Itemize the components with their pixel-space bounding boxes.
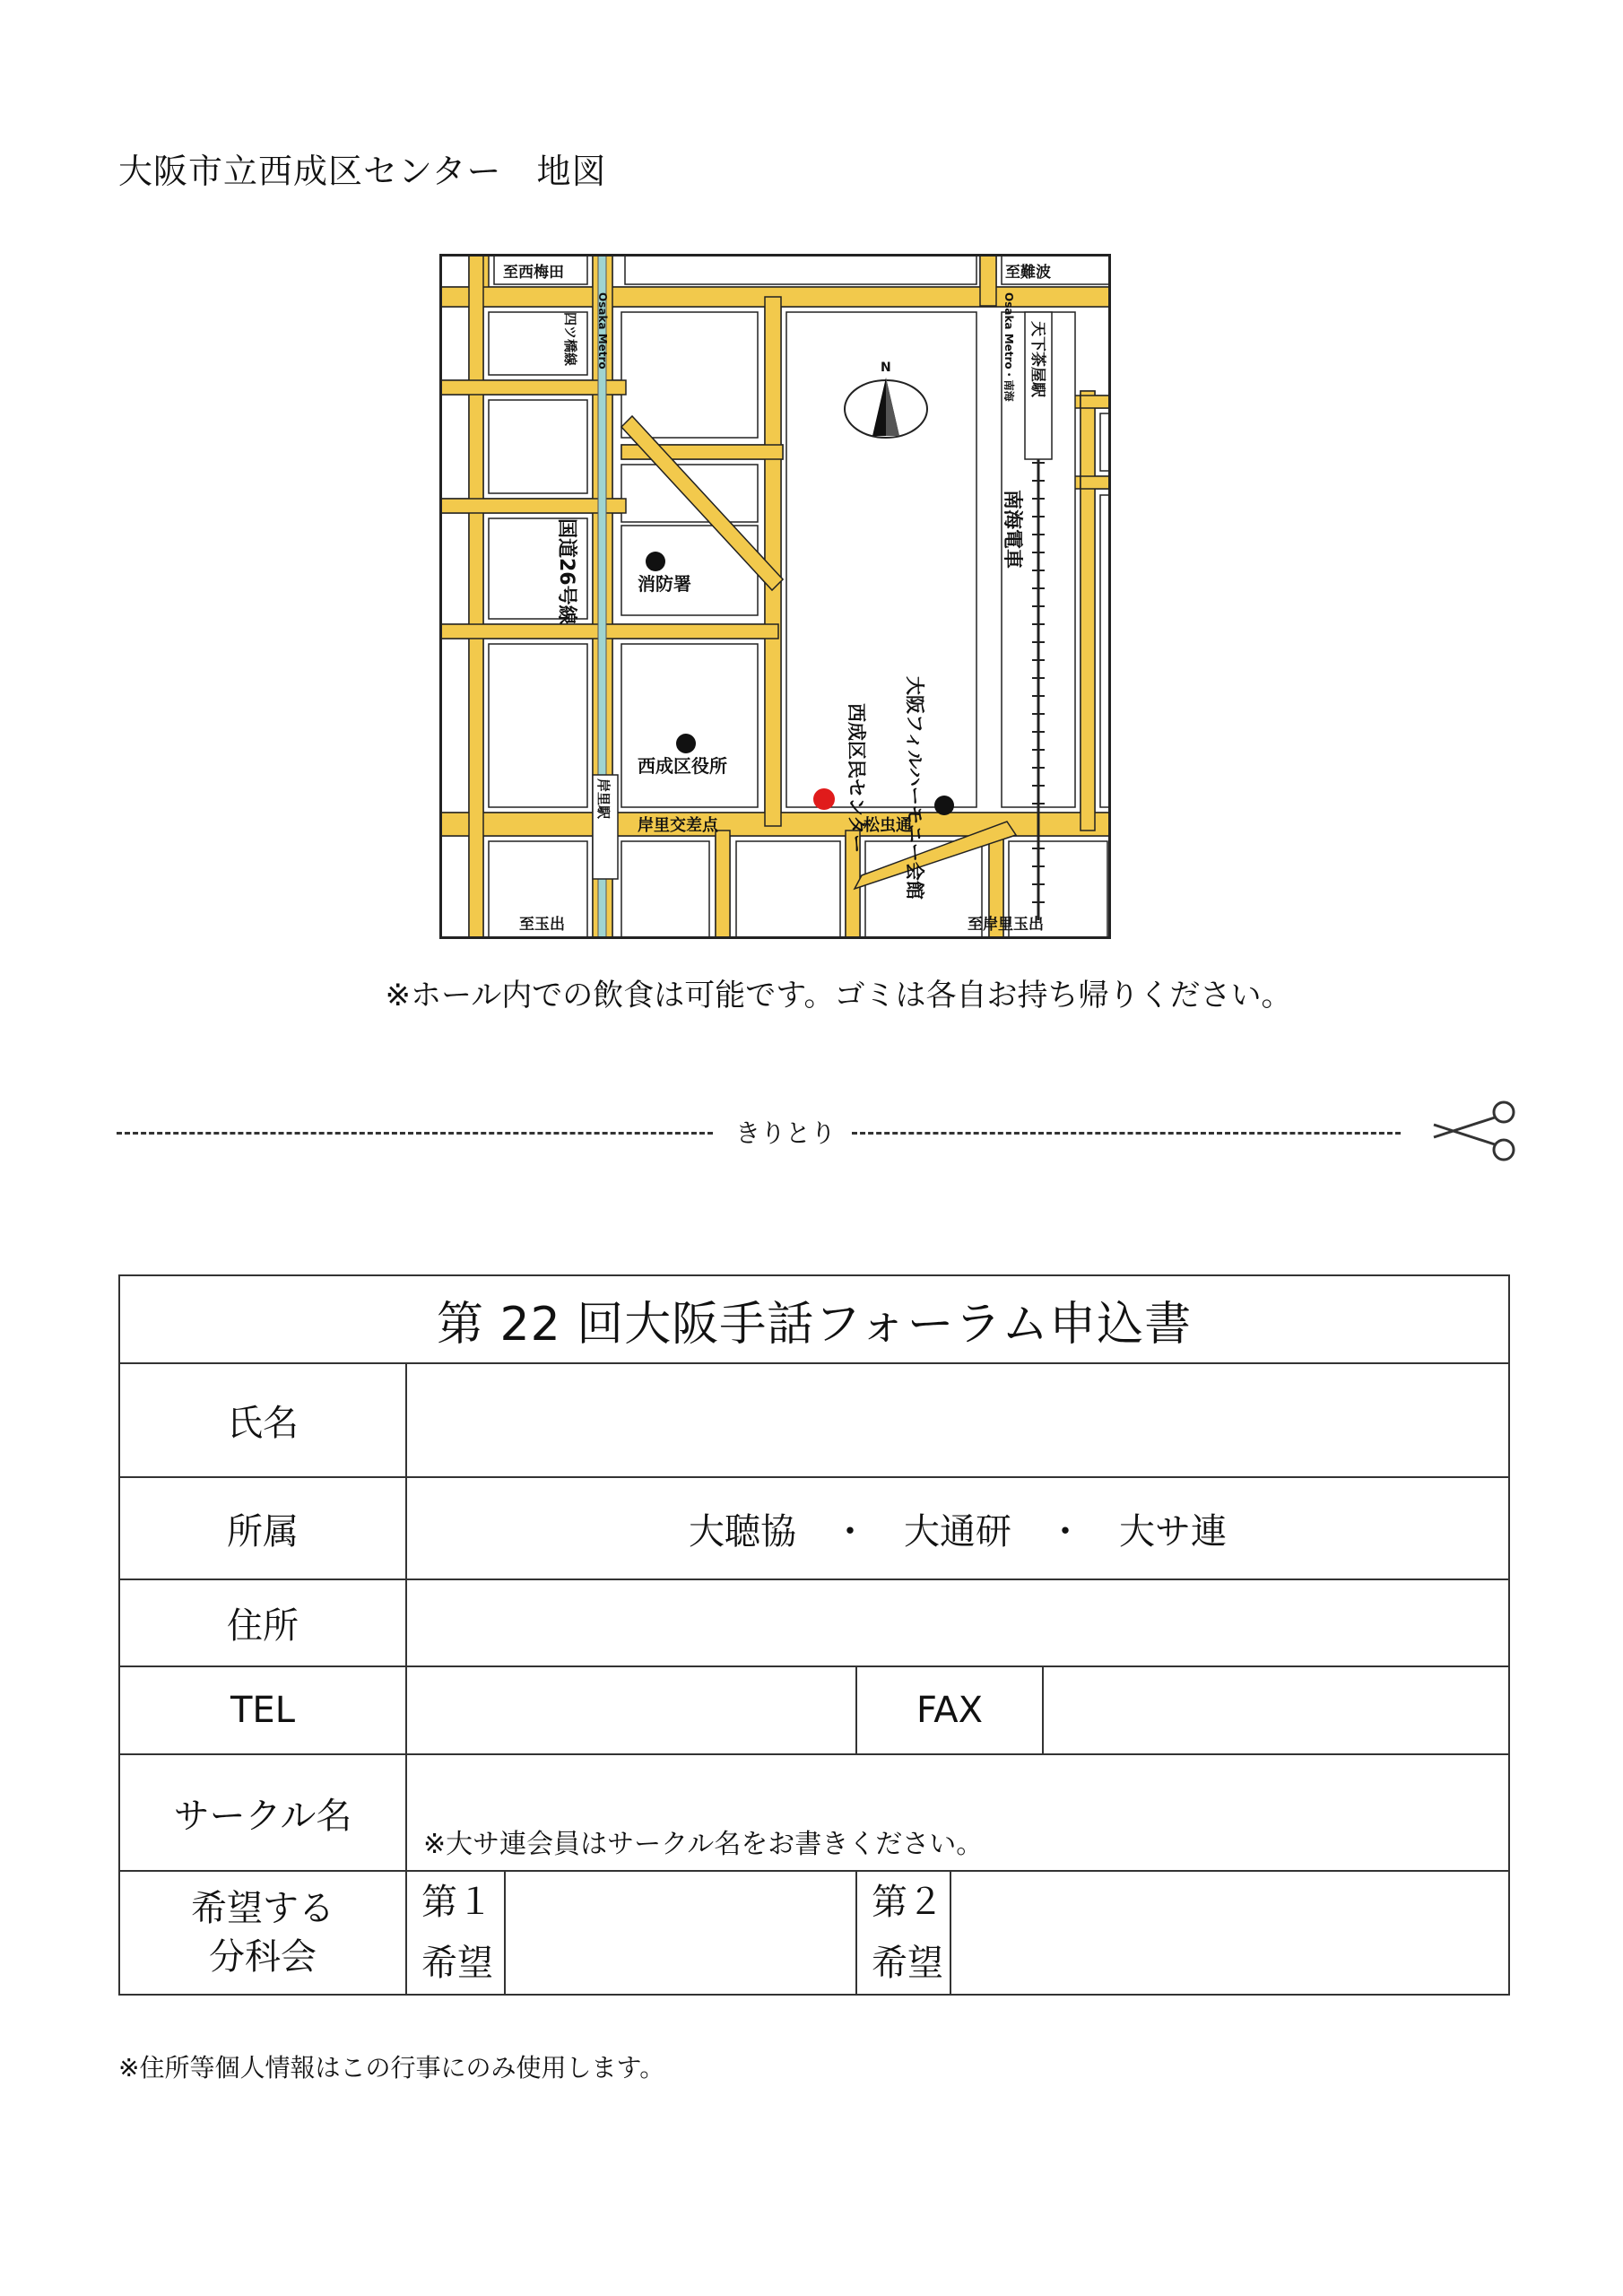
tel-label: TEL — [119, 1666, 406, 1754]
address-label: 住所 — [119, 1579, 406, 1666]
metro-line-right-label: Osaka Metro・南海 — [1002, 292, 1015, 402]
phil-hall-label: 大阪フィルハーモニー会館 — [904, 676, 925, 900]
phil-hall-marker — [934, 796, 954, 815]
form-title: 第 22 回大阪手話フォーラム申込書 — [119, 1275, 1509, 1363]
second-choice-label — [856, 1871, 950, 1995]
first-choice-label-line-1: 第１ — [421, 1882, 493, 1923]
cut-line-left — [117, 1132, 713, 1135]
first-choice-label — [406, 1871, 505, 1995]
cut-label: きりとり — [735, 1118, 837, 1148]
tel-field[interactable] — [406, 1666, 856, 1754]
ward-office-marker — [676, 734, 696, 753]
national-route-label: 国道26号線 — [555, 518, 577, 625]
fax-label: FAX — [856, 1666, 1043, 1754]
map-note: ※ホール内での飲食は可能です。ゴミは各自お持ち帰りください。 — [385, 978, 1292, 1013]
cut-line-right — [852, 1132, 1401, 1135]
matsumushi-street-label: 松虫通 — [864, 816, 912, 835]
session-label-line-1: 希望する — [191, 1888, 334, 1929]
yotsubashi-line-label: 四ツ橋線 — [562, 312, 578, 367]
kishinosato-intersection-label: 岸里交差点 — [638, 816, 718, 835]
center-marker — [813, 788, 835, 810]
second-choice-label-line-1: 第２ — [872, 1882, 943, 1923]
fire-station-marker — [646, 552, 665, 571]
affiliation-options[interactable]: 大聴協 ・ 大通研 ・ 大サ連 — [406, 1477, 1509, 1579]
cut-line — [117, 1109, 1520, 1153]
access-map — [439, 254, 1111, 939]
ward-office-label: 西成区役所 — [638, 755, 727, 777]
privacy-note: ※住所等個人情報はこの行事にのみ使用します。 — [118, 2053, 665, 2083]
tengachaya-station-label: 天下茶屋駅 — [1028, 321, 1046, 397]
first-choice-label-line-2: 希望 — [421, 1943, 493, 1984]
nankai-railway-label: 南海電車 — [1001, 490, 1023, 570]
to-nishi-umeda-label: 至西梅田 — [503, 264, 564, 282]
circle-field[interactable] — [406, 1754, 1509, 1871]
fire-station-label: 消防署 — [638, 573, 691, 595]
address-field[interactable] — [406, 1579, 1509, 1666]
circle-label: サークル名 — [119, 1754, 406, 1871]
kishinosato-station-label: 岸里駅 — [595, 778, 612, 820]
session-label — [119, 1871, 406, 1995]
scissors-icon — [1430, 1100, 1520, 1162]
affiliation-label: 所属 — [119, 1477, 406, 1579]
to-namba-label: 至難波 — [1005, 264, 1051, 282]
name-field[interactable] — [406, 1363, 1509, 1477]
to-tamade-label: 至玉出 — [519, 916, 565, 934]
to-kishinosato-tamade-label: 至岸里玉出 — [968, 916, 1044, 934]
page-title: 大阪市立西成区センター 地図 — [118, 152, 607, 191]
center-name-label: 西成区民センター — [846, 703, 867, 854]
session-label-line-2: 分科会 — [209, 1936, 317, 1978]
second-choice-field[interactable] — [950, 1871, 1509, 1995]
north-label: N — [881, 361, 891, 375]
second-choice-label-line-2: 希望 — [872, 1943, 943, 1984]
name-label: 氏名 — [119, 1363, 406, 1477]
metro-line-left-label: Osaka Metro — [596, 292, 609, 370]
circle-note: ※大サ連会員はサークル名をお書きください。 — [423, 1829, 984, 1860]
application-form — [118, 1274, 1510, 1996]
fax-field[interactable] — [1043, 1666, 1509, 1754]
first-choice-field[interactable] — [505, 1871, 856, 1995]
